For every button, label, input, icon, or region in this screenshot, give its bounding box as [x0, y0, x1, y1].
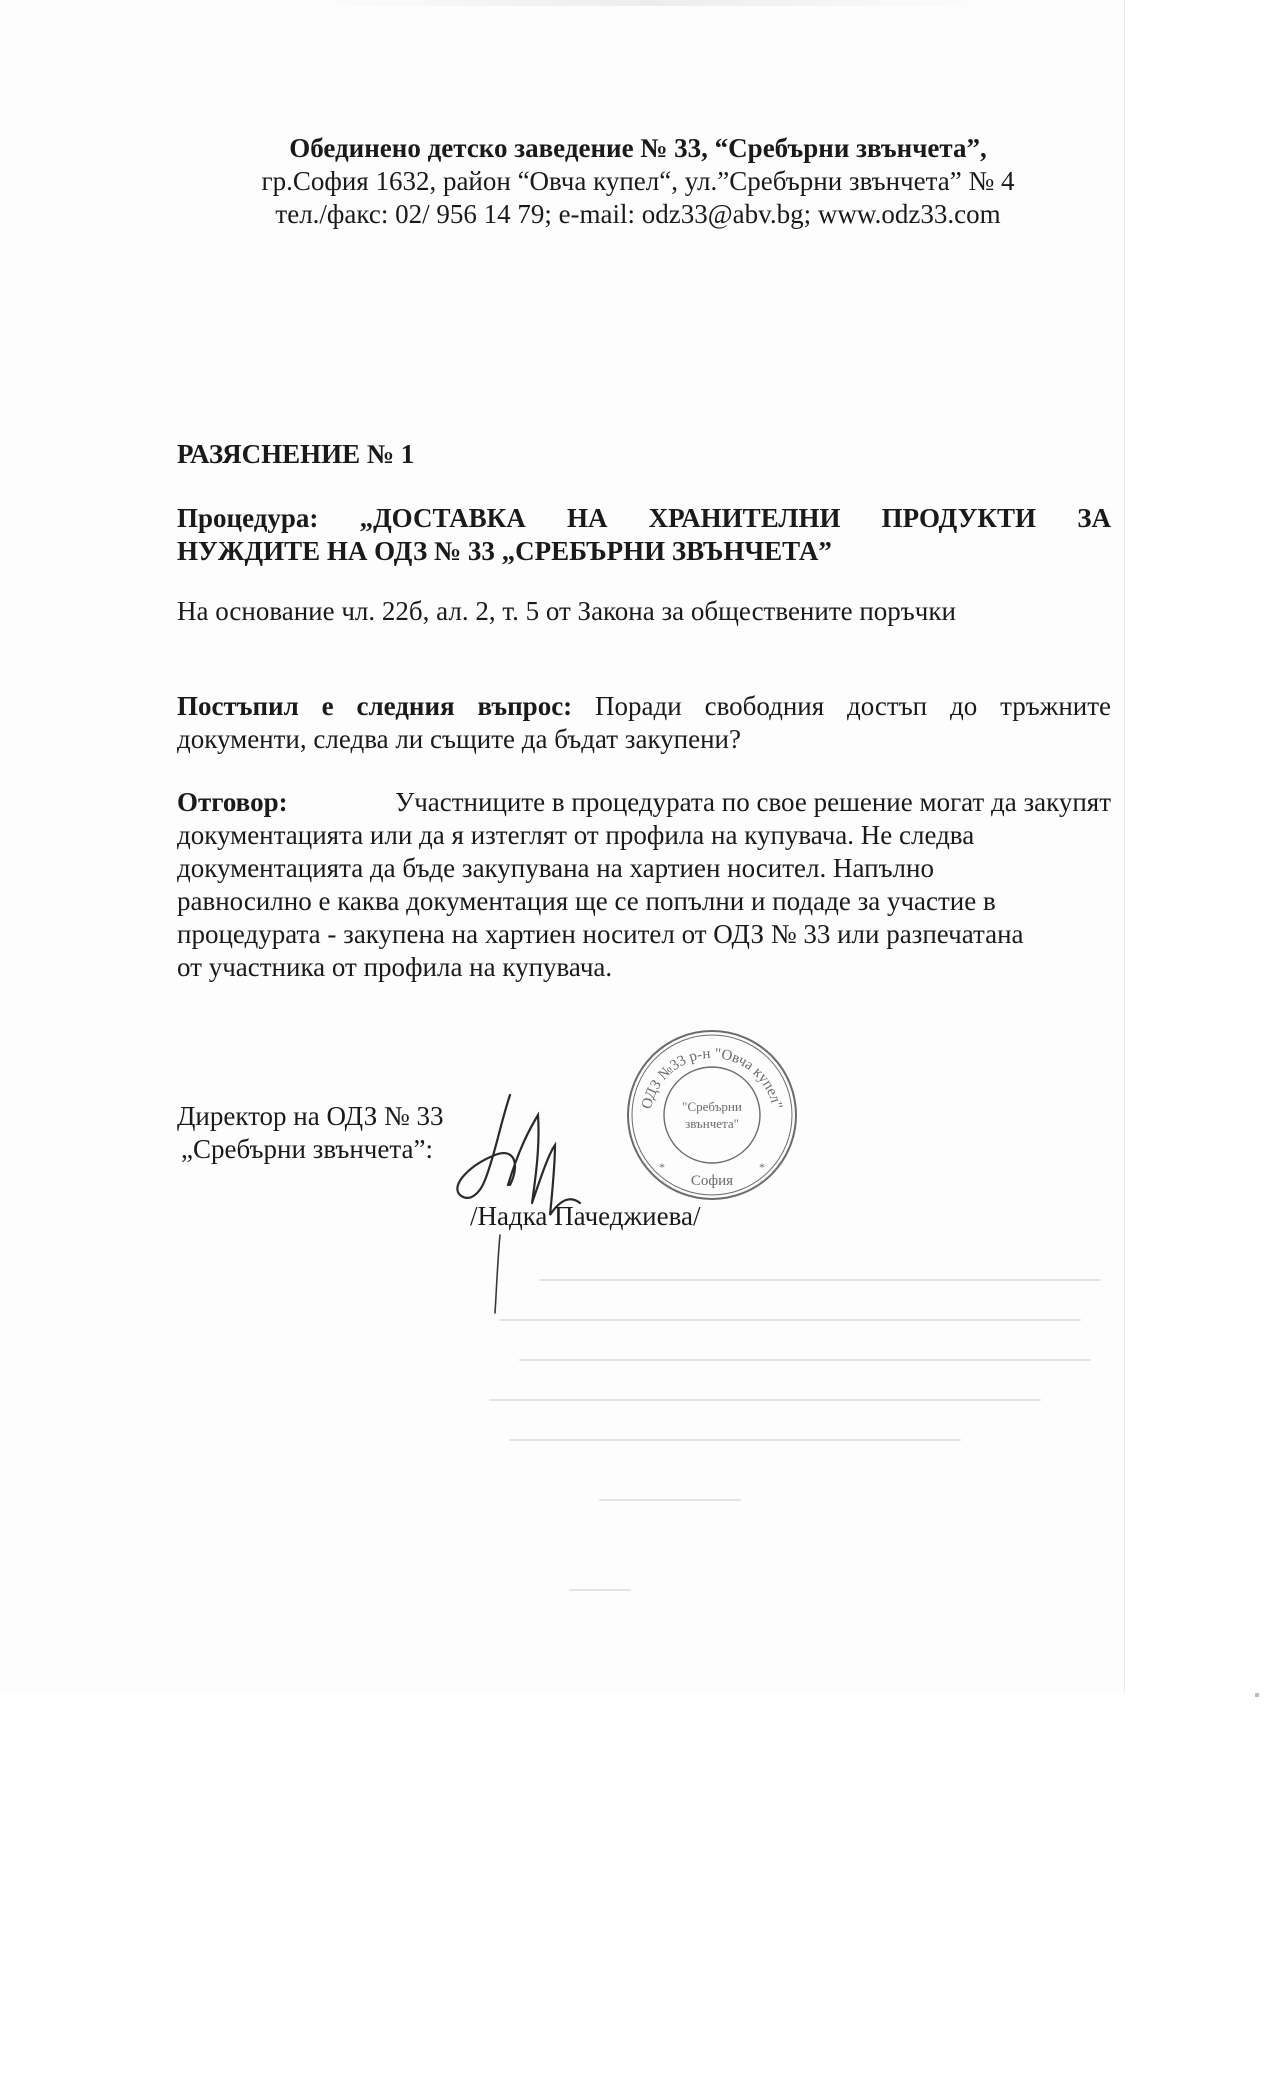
stamp-bottom-text: София — [690, 1173, 734, 1189]
scan-dot — [1255, 1693, 1259, 1697]
procedure-line-1 — [177, 502, 1111, 535]
procedure-word: ПРОДУКТИ — [881, 503, 1036, 533]
document-title: РАЗЯСНЕНИЕ № 1 — [177, 439, 415, 469]
stamp-star-icon: * — [659, 1160, 665, 1174]
procedure-word: „ДОСТАВКА — [359, 503, 526, 533]
scan-edge-noise — [300, 0, 1000, 6]
procedure-word: Процедура: — [177, 503, 319, 533]
legal-basis: На основание чл. 22б, ал. 2, т. 5 от Закона за обществените поръчки — [177, 596, 956, 626]
question-label: Постъпил е следния въпрос: — [177, 691, 573, 721]
procedure-word: ЗА — [1077, 503, 1111, 533]
question-text: Поради свободния достъп до тръжните документи, следва ли същите да бъдат закупени? — [177, 691, 1112, 754]
director-line: Директор на ОДЗ № 33 — [177, 1101, 444, 1131]
answer-text: Участниците в процедурата по свое решение могат да закупят — [395, 787, 1111, 817]
procedure-word: НА — [566, 503, 608, 533]
stamp-star-icon: * — [759, 1160, 765, 1174]
answer-line: равносилно е каква документация ще се попълни и подаде за участие в — [177, 886, 996, 916]
answer-line: документацията да бъде закупувана на хартиен носител. Напълно — [177, 853, 934, 883]
answer-line: документацията или да я изтеглят от профила на купувача. Не следва — [177, 820, 975, 850]
procedure-line-2: НУЖДИТЕ НА ОДЗ № 33 „СРЕБЪРНИ ЗВЪНЧЕТА” — [177, 536, 832, 566]
answer-line: процедурата - закупена на хартиен носител от ОДЗ № 33 или разпечатана — [177, 919, 1024, 949]
stamp-inner-line: звънчета" — [685, 1116, 739, 1131]
document-body — [177, 438, 1111, 984]
director-name: /Надка Пачеджиева/ — [470, 1201, 701, 1231]
organization-contacts: тел./факс: 02/ 956 14 79; e-mail: odz33@abv.bg; www.odz33.com — [275, 199, 1001, 229]
stamp-inner-line: "Сребърни — [682, 1099, 742, 1114]
letterhead — [0, 132, 1276, 231]
director-title — [177, 1100, 444, 1166]
answer-paragraph — [177, 786, 1111, 984]
question-paragraph — [177, 690, 1111, 756]
bleed-through-text — [480, 1260, 1120, 1680]
organization-address: гр.София 1632, район “Овча купел“, ул.”Сребърни звънчета” № 4 — [261, 166, 1015, 196]
stamp-outer-text: ОДЗ №33 р-н "Овча купел" — [639, 1045, 785, 1111]
answer-line: от участника от профила на купувача. — [177, 952, 613, 982]
director-line: „Сребърни звънчета”: — [181, 1134, 433, 1164]
procedure-word: ХРАНИТЕЛНИ — [648, 503, 841, 533]
organization-name: Обединено детско заведение № 33, “Сребърни звънчета”, — [289, 133, 987, 163]
round-seal-stamp — [622, 1025, 802, 1205]
answer-line — [177, 786, 1111, 819]
procedure-heading — [177, 502, 1111, 568]
answer-label: Отговор: — [177, 787, 288, 817]
